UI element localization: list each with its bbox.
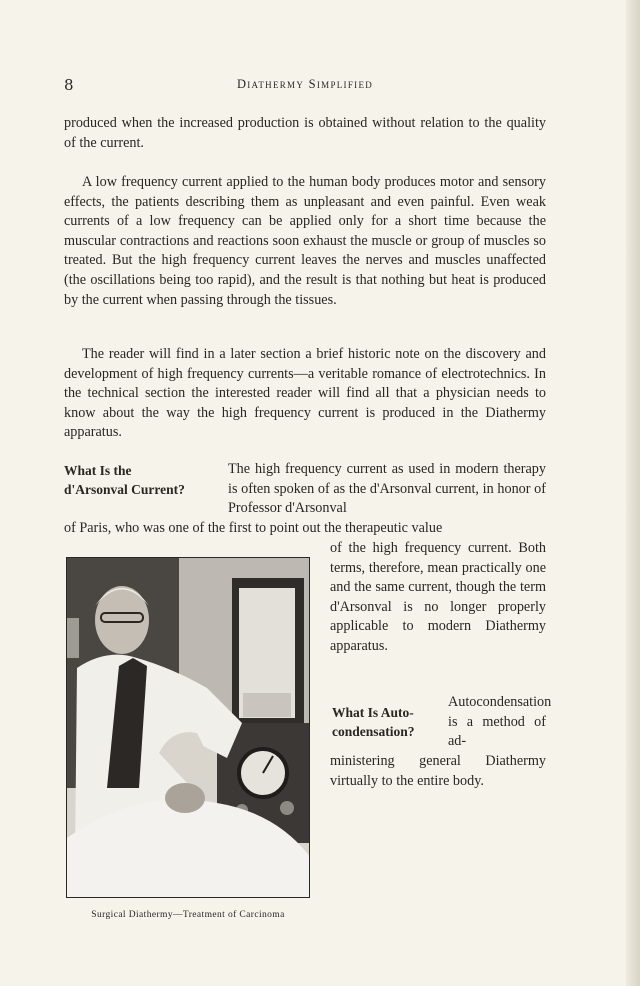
paragraph-historic-note: The reader will find in a later section a brief historic note on the discovery and development of high frequency currents—a veritable romance of electrotechnics. In the technical section the interested reader will find all that a physician needs to know about the way the high frequency current is produced in the Diathermy apparatus. (64, 346, 546, 441)
running-head (64, 76, 546, 96)
arsonval-text-part2: of Paris, who was one of the first to point out the therapeutic value (64, 520, 443, 536)
side-heading-line: What Is the (64, 463, 132, 478)
page-number: 8 (64, 76, 74, 94)
arsonval-text-part3: of the high frequency current. Both terms, therefore, mean practically one and the same current, though the term d'Arsonval is no longer properly applicable to modern Diathermy apparatus. (330, 540, 546, 654)
paragraph-continuation: produced when the increased production is obtained without relation to the quality of the current. (64, 115, 546, 151)
running-title: Diathermy Simplified (236, 77, 374, 91)
side-heading-line: d'Arsonval Current? (64, 482, 185, 497)
side-heading-line: condensation? (332, 724, 415, 739)
figure-photograph (66, 557, 310, 898)
arsonval-text-part1: The high frequency current as used in modern therapy is often spoken of as the d'Arsonval current, in honor of Professor d'Arsonval (228, 461, 546, 517)
figure-caption: Surgical Diathermy—Treatment of Carcinoma (91, 910, 285, 920)
side-heading-autocondensation (332, 703, 437, 741)
side-heading-line: What Is Auto- (332, 705, 414, 720)
page-edge (626, 0, 640, 986)
autocondensation-text-part1: Autocondensation is a method of ad- (448, 694, 552, 750)
paragraph-low-frequency: A low frequency current applied to the human body produces motor and sensory effects, the patients describing them as unpleasant and even painful. Even weak currents of a low frequency can be applied only for a short time because the muscular contractions and reactions soon exhaust the muscle or group of muscles so treated. But the high frequency current leaves the nerves and muscles unaffected (the oscillations being too rapid), and the result is that nothing but heat is produced by the current when passing through the tissues. (64, 174, 546, 308)
side-heading-arsonval (64, 461, 214, 499)
autocondensation-text-part2: ministering general Diathermy virtually to the entire body. (330, 753, 546, 789)
